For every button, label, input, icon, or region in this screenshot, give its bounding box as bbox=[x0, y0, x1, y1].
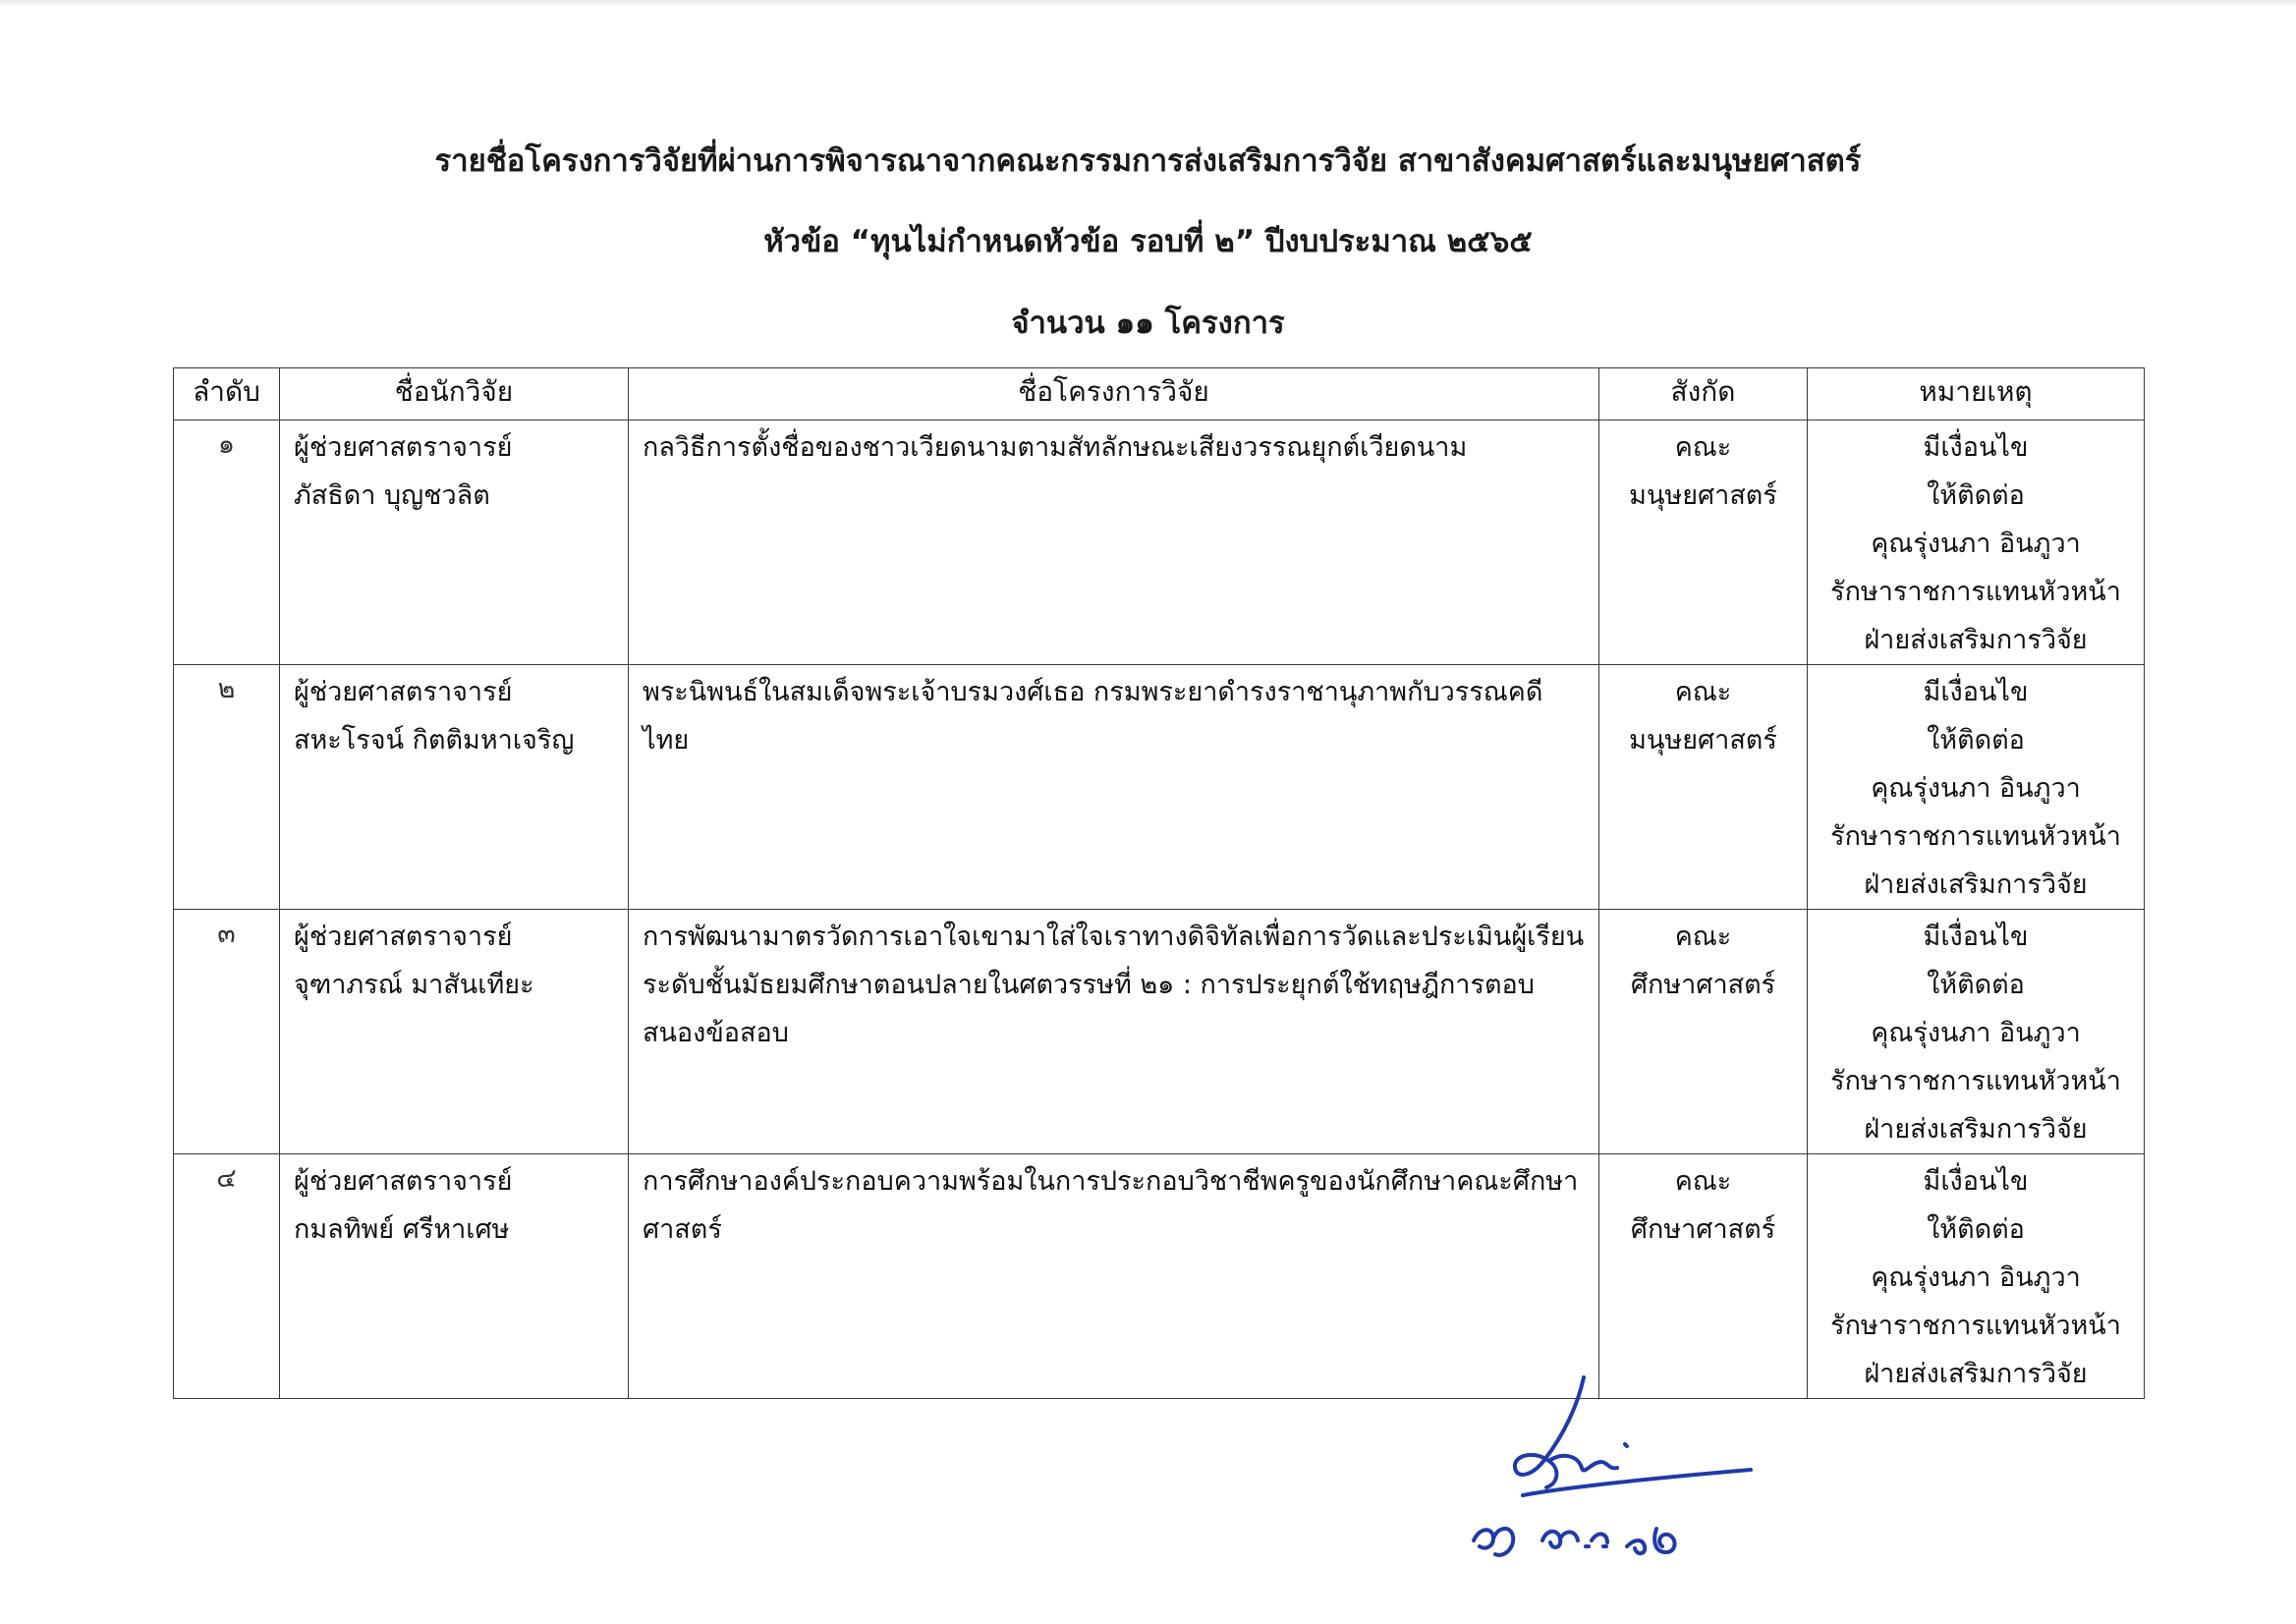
note-line: ฝ่ายส่งเสริมการวิจัย bbox=[1864, 625, 2088, 655]
note-line: ให้ติดต่อ bbox=[1927, 970, 2025, 1000]
note-cell bbox=[1808, 420, 2145, 665]
row-number: ๒ bbox=[174, 665, 280, 910]
researcher-title: ผู้ช่วยศาสตราจารย์ bbox=[294, 677, 513, 707]
affiliation-cell bbox=[1599, 1154, 1808, 1399]
note-line: ให้ติดต่อ bbox=[1927, 480, 2025, 511]
note-cell bbox=[1808, 665, 2145, 910]
note-line: คุณรุ่งนภา อินภูวา bbox=[1871, 1262, 2081, 1293]
table-header-row bbox=[174, 368, 2145, 420]
table-row bbox=[174, 665, 2145, 910]
note-line: รักษาราชการแทนหัวหน้า bbox=[1830, 1311, 2121, 1341]
researcher-name: ภัสธิดา บุญชวลิต bbox=[294, 480, 490, 511]
project-title: การศึกษาองค์ประกอบความพร้อมในการประกอบวิชาชีพครูของนักศึกษาคณะศึกษาศาสตร์ bbox=[643, 1166, 1579, 1245]
project-cell bbox=[629, 910, 1599, 1154]
note-line: คุณรุ่งนภา อินภูวา bbox=[1871, 529, 2081, 559]
row-number: ๔ bbox=[174, 1154, 280, 1399]
table-row bbox=[174, 910, 2145, 1154]
affiliation-label: คณะ bbox=[1674, 922, 1732, 952]
column-header-project: ชื่อโครงการวิจัย bbox=[629, 368, 1599, 420]
project-cell bbox=[629, 665, 1599, 910]
affiliation-label: คณะ bbox=[1674, 432, 1732, 463]
handwritten-signature bbox=[1434, 1366, 1788, 1582]
note-line: ฝ่ายส่งเสริมการวิจัย bbox=[1864, 869, 2088, 900]
note-line: ฝ่ายส่งเสริมการวิจัย bbox=[1864, 1114, 2088, 1145]
researcher-cell bbox=[280, 420, 629, 665]
note-line: รักษาราชการแทนหัวหน้า bbox=[1830, 1066, 2121, 1096]
researcher-title: ผู้ช่วยศาสตราจารย์ bbox=[294, 1166, 513, 1197]
note-line: คุณรุ่งนภา อินภูวา bbox=[1871, 1018, 2081, 1048]
affiliation-faculty: ศึกษาศาสตร์ bbox=[1630, 970, 1776, 1000]
project-count: จำนวน ๑๑ โครงการ bbox=[1011, 306, 1285, 341]
researcher-name: จุฑาภรณ์ มาสันเทียะ bbox=[294, 970, 534, 1000]
researcher-title: ผู้ช่วยศาสตราจารย์ bbox=[294, 432, 513, 463]
note-line: มีเงื่อนไข bbox=[1923, 1166, 2029, 1197]
row-number: ๑ bbox=[174, 420, 280, 665]
column-header-note: หมายเหตุ bbox=[1808, 368, 2145, 420]
document-subtitle: หัวข้อ “ทุนไม่กำหนดหัวข้อ รอบที่ ๒” ปีงบประมาณ ๒๕๖๕ bbox=[763, 224, 1533, 259]
researcher-title: ผู้ช่วยศาสตราจารย์ bbox=[294, 922, 513, 952]
affiliation-label: คณะ bbox=[1674, 1166, 1732, 1197]
project-title: การพัฒนามาตรวัดการเอาใจเขามาใส่ใจเราทางดิจิทัลเพื่อการวัดและประเมินผู้เรียนระดับชั้นมัธยมศึกษาตอนปลายในศตวรรษที่ ๒๑ : การประยุกต์ใช้ทฤษฎีการตอบสนองข้อสอบ bbox=[643, 922, 1585, 1048]
column-header-order: ลำดับ bbox=[174, 368, 280, 420]
project-title: พระนิพนธ์ในสมเด็จพระเจ้าบรมวงศ์เธอ กรมพระยาดำรงราชานุภาพกับวรรณคดีไทย bbox=[643, 677, 1543, 756]
row-number: ๓ bbox=[174, 910, 280, 1154]
scan-top-edge bbox=[0, 0, 2296, 8]
column-header-researcher: ชื่อนักวิจัย bbox=[280, 368, 629, 420]
note-line: คุณรุ่งนภา อินภูวา bbox=[1871, 773, 2081, 804]
column-header-affiliation: สังกัด bbox=[1599, 368, 1808, 420]
affiliation-cell bbox=[1599, 665, 1808, 910]
project-table bbox=[173, 367, 2145, 1399]
researcher-name: กมลทิพย์ ศรีหาเศษ bbox=[294, 1214, 510, 1245]
affiliation-faculty: มนุษยศาสตร์ bbox=[1629, 480, 1777, 511]
affiliation-faculty: มนุษยศาสตร์ bbox=[1629, 725, 1777, 756]
note-line: รักษาราชการแทนหัวหน้า bbox=[1830, 577, 2121, 607]
note-line: รักษาราชการแทนหัวหน้า bbox=[1830, 821, 2121, 852]
affiliation-faculty: ศึกษาศาสตร์ bbox=[1630, 1214, 1776, 1245]
note-cell bbox=[1808, 910, 2145, 1154]
affiliation-cell bbox=[1599, 910, 1808, 1154]
researcher-cell bbox=[280, 665, 629, 910]
note-line: ให้ติดต่อ bbox=[1927, 1214, 2025, 1245]
project-cell bbox=[629, 1154, 1599, 1399]
researcher-name: สหะโรจน์ กิตติมหาเจริญ bbox=[294, 725, 575, 756]
table-row bbox=[174, 420, 2145, 665]
note-line: มีเงื่อนไข bbox=[1923, 432, 2029, 463]
researcher-cell bbox=[280, 1154, 629, 1399]
note-cell bbox=[1808, 1154, 2145, 1399]
project-cell bbox=[629, 420, 1599, 665]
affiliation-label: คณะ bbox=[1674, 677, 1732, 707]
researcher-cell bbox=[280, 910, 629, 1154]
note-line: ฝ่ายส่งเสริมการวิจัย bbox=[1864, 1359, 2088, 1389]
note-line: ให้ติดต่อ bbox=[1927, 725, 2025, 756]
table-row bbox=[174, 1154, 2145, 1399]
affiliation-cell bbox=[1599, 420, 1808, 665]
note-line: มีเงื่อนไข bbox=[1923, 922, 2029, 952]
project-title: กลวิธีการตั้งชื่อของชาวเวียดนามตามสัทลักษณะเสียงวรรณยุกต์เวียดนาม bbox=[643, 432, 1468, 463]
document-title: รายชื่อโครงการวิจัยที่ผ่านการพิจารณาจากคณะกรรมการส่งเสริมการวิจัย สาขาสังคมศาสตร์และมนุษยศาสตร์ bbox=[434, 143, 1862, 179]
note-line: มีเงื่อนไข bbox=[1923, 677, 2029, 707]
